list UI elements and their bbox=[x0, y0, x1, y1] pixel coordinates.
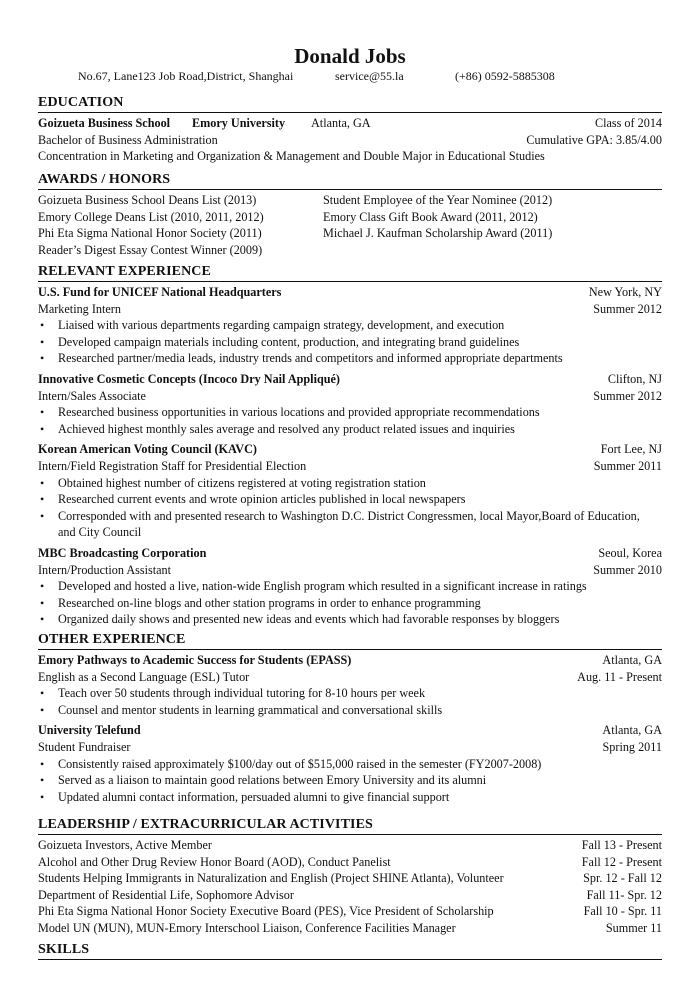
entry-role-row bbox=[38, 739, 662, 756]
bullet-item bbox=[38, 350, 662, 367]
organization-location: Seoul, Korea bbox=[598, 545, 662, 560]
bullet-text: Achieved highest monthly sales average and resolved any product related issues and inquiries bbox=[58, 421, 515, 436]
role-date: Summer 2012 bbox=[593, 301, 662, 316]
other-experience-heading: OTHER EXPERIENCE bbox=[38, 632, 662, 650]
degree: Bachelor of Business Administration bbox=[38, 132, 218, 147]
bullet-dot-icon: • bbox=[40, 351, 45, 366]
school-name: Goizueta Business School bbox=[38, 116, 171, 130]
candidate-name: Donald Jobs bbox=[294, 44, 406, 68]
award-item: Emory College Deans List (2010, 2011, 2012) bbox=[38, 209, 264, 224]
bullet-item bbox=[38, 475, 662, 492]
activity-text: Department of Residential Life, Sophomore Advisor bbox=[38, 887, 294, 902]
bullet-text: Researched on-line blogs and other station programs in order to enhance programming bbox=[58, 595, 481, 610]
awards-right-column bbox=[323, 192, 662, 258]
bullet-item bbox=[38, 685, 662, 702]
bullet-item bbox=[38, 595, 662, 612]
education-section bbox=[38, 95, 662, 165]
activity-date: Fall 12 - Present bbox=[581, 854, 662, 869]
activity-text: Phi Eta Sigma National Honor Society Executive Board (PES), Vice President of Scholarship bbox=[38, 904, 494, 919]
role-title: Intern/Field Registration Staff for Presidential Election bbox=[38, 458, 307, 473]
organization-name: U.S. Fund for UNICEF National Headquarters bbox=[38, 285, 282, 299]
organization-name: Korean American Voting Council (KAVC) bbox=[38, 442, 257, 457]
activity-date: Summer 11 bbox=[605, 920, 662, 935]
activity-row bbox=[38, 887, 662, 904]
entry-role-row bbox=[38, 388, 662, 405]
award-item: Michael J. Kaufman Scholarship Award (2011) bbox=[323, 226, 553, 241]
role-date: Spring 2011 bbox=[602, 739, 662, 754]
awards-heading: AWARDS / HONORS bbox=[38, 172, 662, 190]
bullet-text: Consistently raised approximately $100/day out of $515,000 raised in the semester (FY2007-2008) bbox=[58, 756, 542, 771]
organization-location: Atlanta, GA bbox=[602, 653, 662, 667]
activity-date: Fall 10 - Spr. 11 bbox=[583, 904, 662, 919]
award-item: Reader’s Digest Essay Contest Winner (2009) bbox=[38, 242, 263, 257]
skills-heading: SKILLS bbox=[38, 942, 662, 960]
bullet-dot-icon: • bbox=[40, 702, 45, 717]
award-item: Goizueta Business School Deans List (2013) bbox=[38, 193, 257, 207]
entry-header-row bbox=[38, 284, 662, 301]
entry-role-row bbox=[38, 562, 662, 579]
organization-name: MBC Broadcasting Corporation bbox=[38, 545, 207, 560]
experience-entry bbox=[38, 545, 662, 628]
bullet-dot-icon: • bbox=[40, 508, 45, 523]
organization-name: Emory Pathways to Academic Success for Students (EPASS) bbox=[38, 653, 352, 667]
bullet-text: Updated alumni contact information, persuaded alumni to give financial support bbox=[58, 789, 450, 804]
activity-row bbox=[38, 903, 662, 920]
concentration: Concentration in Marketing and Organization & Management and Double Major in Educational Studies bbox=[38, 149, 545, 164]
bullet-text: Served as a liaison to maintain good relations between Emory University and its alumni bbox=[58, 773, 487, 788]
award-item: Emory Class Gift Book Award (2011, 2012) bbox=[323, 209, 538, 224]
bullet-list bbox=[38, 317, 662, 367]
bullet-text: Researched partner/media leads, industry trends and competitors and informed appropriate departments bbox=[58, 351, 563, 366]
university-name: Emory University bbox=[192, 116, 286, 130]
role-title: Intern/Production Assistant bbox=[38, 562, 172, 577]
bullet-dot-icon: • bbox=[40, 492, 45, 507]
bullet-text: Developed campaign materials including content, production, and integrating brand guidelines bbox=[58, 334, 520, 349]
bullet-item bbox=[38, 578, 662, 595]
bullet-dot-icon: • bbox=[40, 595, 45, 610]
role-date: Summer 2010 bbox=[593, 562, 662, 577]
bullet-list bbox=[38, 685, 662, 718]
entry-header-row bbox=[38, 371, 662, 388]
entry-header-row bbox=[38, 722, 662, 739]
relevant-experience-section bbox=[38, 264, 662, 628]
activity-text: Alcohol and Other Drug Review Honor Board (AOD), Conduct Panelist bbox=[38, 854, 391, 869]
organization-name: Innovative Cosmetic Concepts (Incoco Dry Nail Appliqué) bbox=[38, 371, 340, 386]
entry-header-row bbox=[38, 652, 662, 669]
activity-row bbox=[38, 920, 662, 937]
bullet-item bbox=[38, 789, 662, 806]
role-date: Summer 2012 bbox=[593, 388, 662, 403]
bullet-item bbox=[38, 317, 662, 334]
bullet-text: Corresponded with and presented research to Washington D.C. District Congressmen, local Mayor,Board of Education, and City Council bbox=[58, 508, 640, 540]
contact-phone: (+86) 0592-5885308 bbox=[455, 69, 555, 83]
activity-date: Fall 13 - Present bbox=[581, 838, 662, 852]
experience-entry bbox=[38, 652, 662, 718]
activity-row bbox=[38, 870, 662, 887]
entry-header-row bbox=[38, 545, 662, 562]
bullet-list bbox=[38, 404, 662, 437]
role-title: Student Fundraiser bbox=[38, 739, 131, 754]
school-location: Atlanta, GA bbox=[311, 116, 371, 130]
activity-date: Spr. 12 - Fall 12 bbox=[583, 871, 662, 886]
award-item: Student Employee of the Year Nominee (2012) bbox=[323, 193, 553, 207]
entry-role-row bbox=[38, 301, 662, 318]
bullet-item bbox=[38, 508, 662, 541]
bullet-text: Organized daily shows and presented new ideas and events which had favorable responses by bloggers bbox=[58, 612, 560, 627]
gpa: Cumulative GPA: 3.85/4.00 bbox=[526, 132, 662, 147]
awards-section bbox=[38, 172, 662, 258]
bullet-text: Obtained highest number of citizens registered at voting registration station bbox=[58, 475, 426, 490]
bullet-text: Counsel and mentor students in learning grammatical and conversational skills bbox=[58, 702, 443, 717]
bullet-item bbox=[38, 611, 662, 628]
bullet-dot-icon: • bbox=[40, 579, 45, 594]
activity-row bbox=[38, 854, 662, 871]
organization-location: New York, NY bbox=[588, 285, 662, 299]
class-of: Class of 2014 bbox=[594, 116, 662, 130]
role-title: Intern/Sales Associate bbox=[38, 388, 146, 403]
bullet-dot-icon: • bbox=[40, 612, 45, 627]
bullet-dot-icon: • bbox=[40, 773, 45, 788]
entry-role-row bbox=[38, 458, 662, 475]
bullet-list bbox=[38, 756, 662, 806]
bullet-dot-icon: • bbox=[40, 334, 45, 349]
bullet-list bbox=[38, 475, 662, 541]
experience-entry bbox=[38, 371, 662, 437]
bullet-text: Researched current events and wrote opinion articles published in local newspapers bbox=[58, 492, 466, 507]
bullet-dot-icon: • bbox=[40, 686, 45, 701]
bullet-item bbox=[38, 756, 662, 773]
awards-left-column bbox=[38, 192, 323, 258]
contact-address: No.67, Lane123 Job Road,District, Shanghai bbox=[78, 69, 294, 83]
bullet-dot-icon: • bbox=[40, 756, 45, 771]
leadership-rows bbox=[38, 835, 662, 937]
other-experience-section bbox=[38, 632, 662, 805]
bullet-text: Developed and hosted a live, nation-wide English program which resulted in a significant increase in ratings bbox=[58, 579, 587, 594]
contact-email: service@55.la bbox=[335, 69, 404, 83]
activity-row bbox=[38, 837, 662, 854]
bullet-dot-icon: • bbox=[40, 421, 45, 436]
role-title: Marketing Intern bbox=[38, 301, 121, 316]
relevant-entries bbox=[38, 282, 662, 628]
bullet-list bbox=[38, 578, 662, 628]
education-heading: EDUCATION bbox=[38, 95, 662, 113]
bullet-item bbox=[38, 772, 662, 789]
bullet-text: Teach over 50 students through individual tutoring for 8-10 hours per week bbox=[58, 686, 426, 701]
bullet-dot-icon: • bbox=[40, 405, 45, 420]
activity-text: Goizueta Investors, Active Member bbox=[38, 838, 212, 852]
activity-text: Model UN (MUN), MUN-Emory Interschool Liaison, Conference Facilities Manager bbox=[38, 920, 456, 935]
activity-date: Fall 11- Spr. 12 bbox=[586, 887, 662, 902]
bullet-text: Liaised with various departments regarding campaign strategy, development, and execution bbox=[58, 318, 505, 333]
concentration-row bbox=[38, 148, 662, 165]
degree-row bbox=[38, 132, 662, 149]
education-school-row bbox=[38, 115, 662, 132]
skills-section bbox=[38, 942, 662, 960]
bullet-text: Researched business opportunities in various locations and provided appropriate recommendations bbox=[58, 405, 540, 420]
experience-entry bbox=[38, 441, 662, 541]
experience-entry bbox=[38, 284, 662, 367]
organization-location: Atlanta, GA bbox=[602, 723, 662, 738]
award-item: Phi Eta Sigma National Honor Society (2011) bbox=[38, 226, 262, 241]
role-title: English as a Second Language (ESL) Tutor bbox=[38, 669, 250, 684]
bullet-item bbox=[38, 404, 662, 421]
bullet-dot-icon: • bbox=[40, 789, 45, 804]
other-entries bbox=[38, 650, 662, 805]
experience-entry bbox=[38, 722, 662, 805]
bullet-item bbox=[38, 491, 662, 508]
role-date: Aug. 11 - Present bbox=[577, 669, 662, 684]
activity-text: Students Helping Immigrants in Naturalization and English (Project SHINE Atlanta), Volunteer bbox=[38, 871, 504, 886]
bullet-item bbox=[38, 334, 662, 351]
bullet-item bbox=[38, 421, 662, 438]
relevant-experience-heading: RELEVANT EXPERIENCE bbox=[38, 264, 662, 282]
organization-name: University Telefund bbox=[38, 723, 141, 738]
entry-role-row bbox=[38, 669, 662, 686]
role-date: Summer 2011 bbox=[593, 458, 662, 473]
leadership-heading: LEADERSHIP / EXTRACURRICULAR ACTIVITIES bbox=[38, 817, 662, 835]
organization-location: Clifton, NJ bbox=[607, 371, 662, 386]
bullet-item bbox=[38, 702, 662, 719]
entry-header-row bbox=[38, 441, 662, 458]
bullet-dot-icon: • bbox=[40, 475, 45, 490]
bullet-dot-icon: • bbox=[40, 318, 45, 333]
leadership-section bbox=[38, 817, 662, 937]
organization-location: Fort Lee, NJ bbox=[600, 442, 662, 457]
